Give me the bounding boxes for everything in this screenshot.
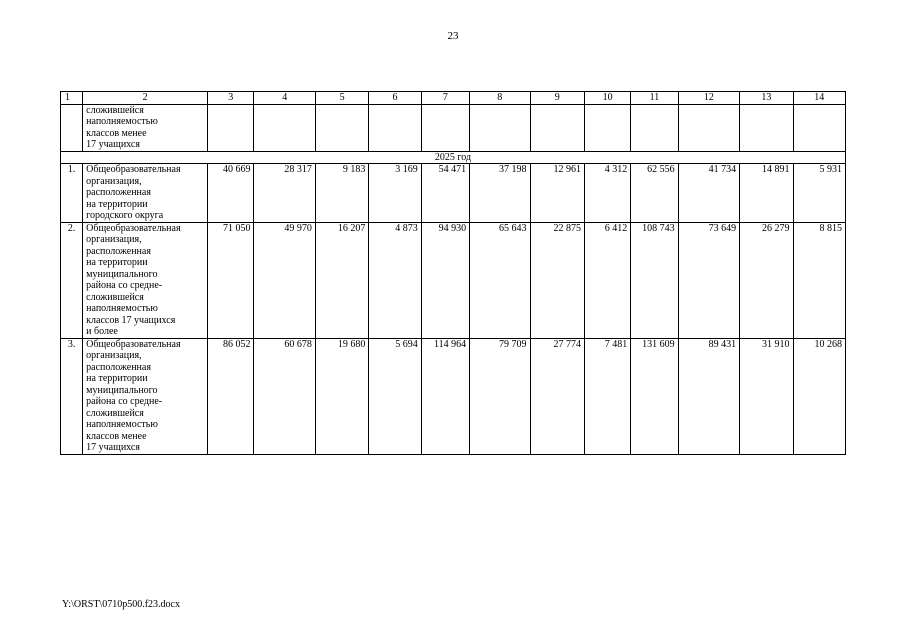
year-row [61,151,846,164]
value-cell: 8 815 [793,222,845,338]
value-cell: 65 643 [470,222,530,338]
data-table [60,91,846,455]
value-cell: 7 481 [584,338,630,454]
column-header: 5 [315,92,368,105]
name-line: расположенная [86,187,151,198]
row-name-cell [83,222,208,338]
value-cell: 31 910 [740,338,793,454]
page-number: 23 [447,30,459,42]
value-cell: 27 774 [530,338,584,454]
name-line: на территории [86,198,148,210]
value-cell [254,104,315,151]
value-cell: 41 734 [678,164,739,223]
value-cell: 60 678 [254,338,315,454]
name-line: района со средне- [86,396,163,407]
value-cell: 12 961 [530,164,584,223]
value-cell: 37 198 [470,164,530,223]
column-header: 3 [208,92,254,105]
value-cell [530,104,584,151]
value-cell: 131 609 [631,338,678,454]
value-cell: 10 268 [793,338,845,454]
row-number-cell: 2. [61,222,83,338]
value-cell: 89 431 [678,338,739,454]
column-header: 11 [631,92,678,105]
column-header: 9 [530,92,584,105]
name-line: 17 учащихся [86,139,140,150]
value-cell: 49 970 [254,222,315,338]
value-cell: 19 680 [315,338,368,454]
value-cell: 62 556 [631,164,678,223]
row-number-cell: 1. [61,164,83,223]
column-header: 1 [61,92,83,105]
value-cell: 54 471 [421,164,469,223]
row-name-cell [83,338,208,454]
value-cell [584,104,630,151]
value-cell [631,104,678,151]
name-line: расположенная [86,245,151,257]
column-header: 6 [369,92,421,105]
value-cell: 108 743 [631,222,678,338]
name-line: 17 учащихся [86,442,140,453]
value-cell: 5 931 [793,164,845,223]
table-row [61,164,846,223]
year-label: 2025 год [61,151,846,164]
column-header: 13 [740,92,793,105]
table-row [61,222,846,338]
name-line: сложившейся [86,104,144,116]
value-cell: 28 317 [254,164,315,223]
value-cell: 22 875 [530,222,584,338]
name-line: Общеобразовательная [86,222,181,234]
value-cell [470,104,530,151]
name-line: на территории [86,373,148,384]
value-cell [678,104,739,151]
continuation-row [61,104,846,151]
name-line: наполняемостью [86,116,158,127]
value-cell: 9 183 [315,164,368,223]
name-line: и более [86,326,118,337]
value-cell [421,104,469,151]
name-line: Общеобразовательная [86,164,181,175]
name-line: организация, [86,234,142,245]
footer-file-path: Y:\ORST\0710p500.f23.docx [62,599,180,610]
name-line: муниципального [86,268,158,280]
name-line: расположенная [86,361,151,373]
value-cell [793,104,845,151]
name-line: классов менее [86,430,147,442]
value-cell: 94 930 [421,222,469,338]
name-line: наполняемостью [86,419,158,430]
name-line: на территории [86,257,148,268]
row-name-cell [83,104,208,151]
name-line: организация, [86,175,142,187]
value-cell: 79 709 [470,338,530,454]
column-header: 4 [254,92,315,105]
name-line: муниципального [86,384,158,396]
value-cell: 26 279 [740,222,793,338]
value-cell [369,104,421,151]
table-row [61,338,846,454]
name-line: организация, [86,350,142,361]
row-number-cell: 3. [61,338,83,454]
value-cell: 86 052 [208,338,254,454]
value-cell [740,104,793,151]
value-cell [208,104,254,151]
name-line: Общеобразовательная [86,338,181,350]
name-line: классов менее [86,127,147,139]
value-cell: 5 694 [369,338,421,454]
name-line: наполняемостью [86,303,158,314]
value-cell: 40 669 [208,164,254,223]
value-cell: 4 312 [584,164,630,223]
row-number-cell [61,104,83,151]
column-header: 8 [470,92,530,105]
column-header: 12 [678,92,739,105]
name-line: сложившейся [86,407,144,419]
name-line: городского округа [86,210,164,221]
value-cell: 73 649 [678,222,739,338]
name-line: района со средне- [86,280,163,291]
value-cell: 16 207 [315,222,368,338]
column-header: 2 [83,92,208,105]
value-cell: 71 050 [208,222,254,338]
column-number-row [61,92,846,105]
value-cell: 4 873 [369,222,421,338]
name-line: классов 17 учащихся [86,314,176,326]
name-line: сложившейся [86,291,144,303]
row-name-cell [83,164,208,223]
value-cell: 6 412 [584,222,630,338]
value-cell: 3 169 [369,164,421,223]
value-cell: 114 964 [421,338,469,454]
column-header: 7 [421,92,469,105]
value-cell [315,104,368,151]
column-header: 14 [793,92,845,105]
value-cell: 14 891 [740,164,793,223]
column-header: 10 [584,92,630,105]
